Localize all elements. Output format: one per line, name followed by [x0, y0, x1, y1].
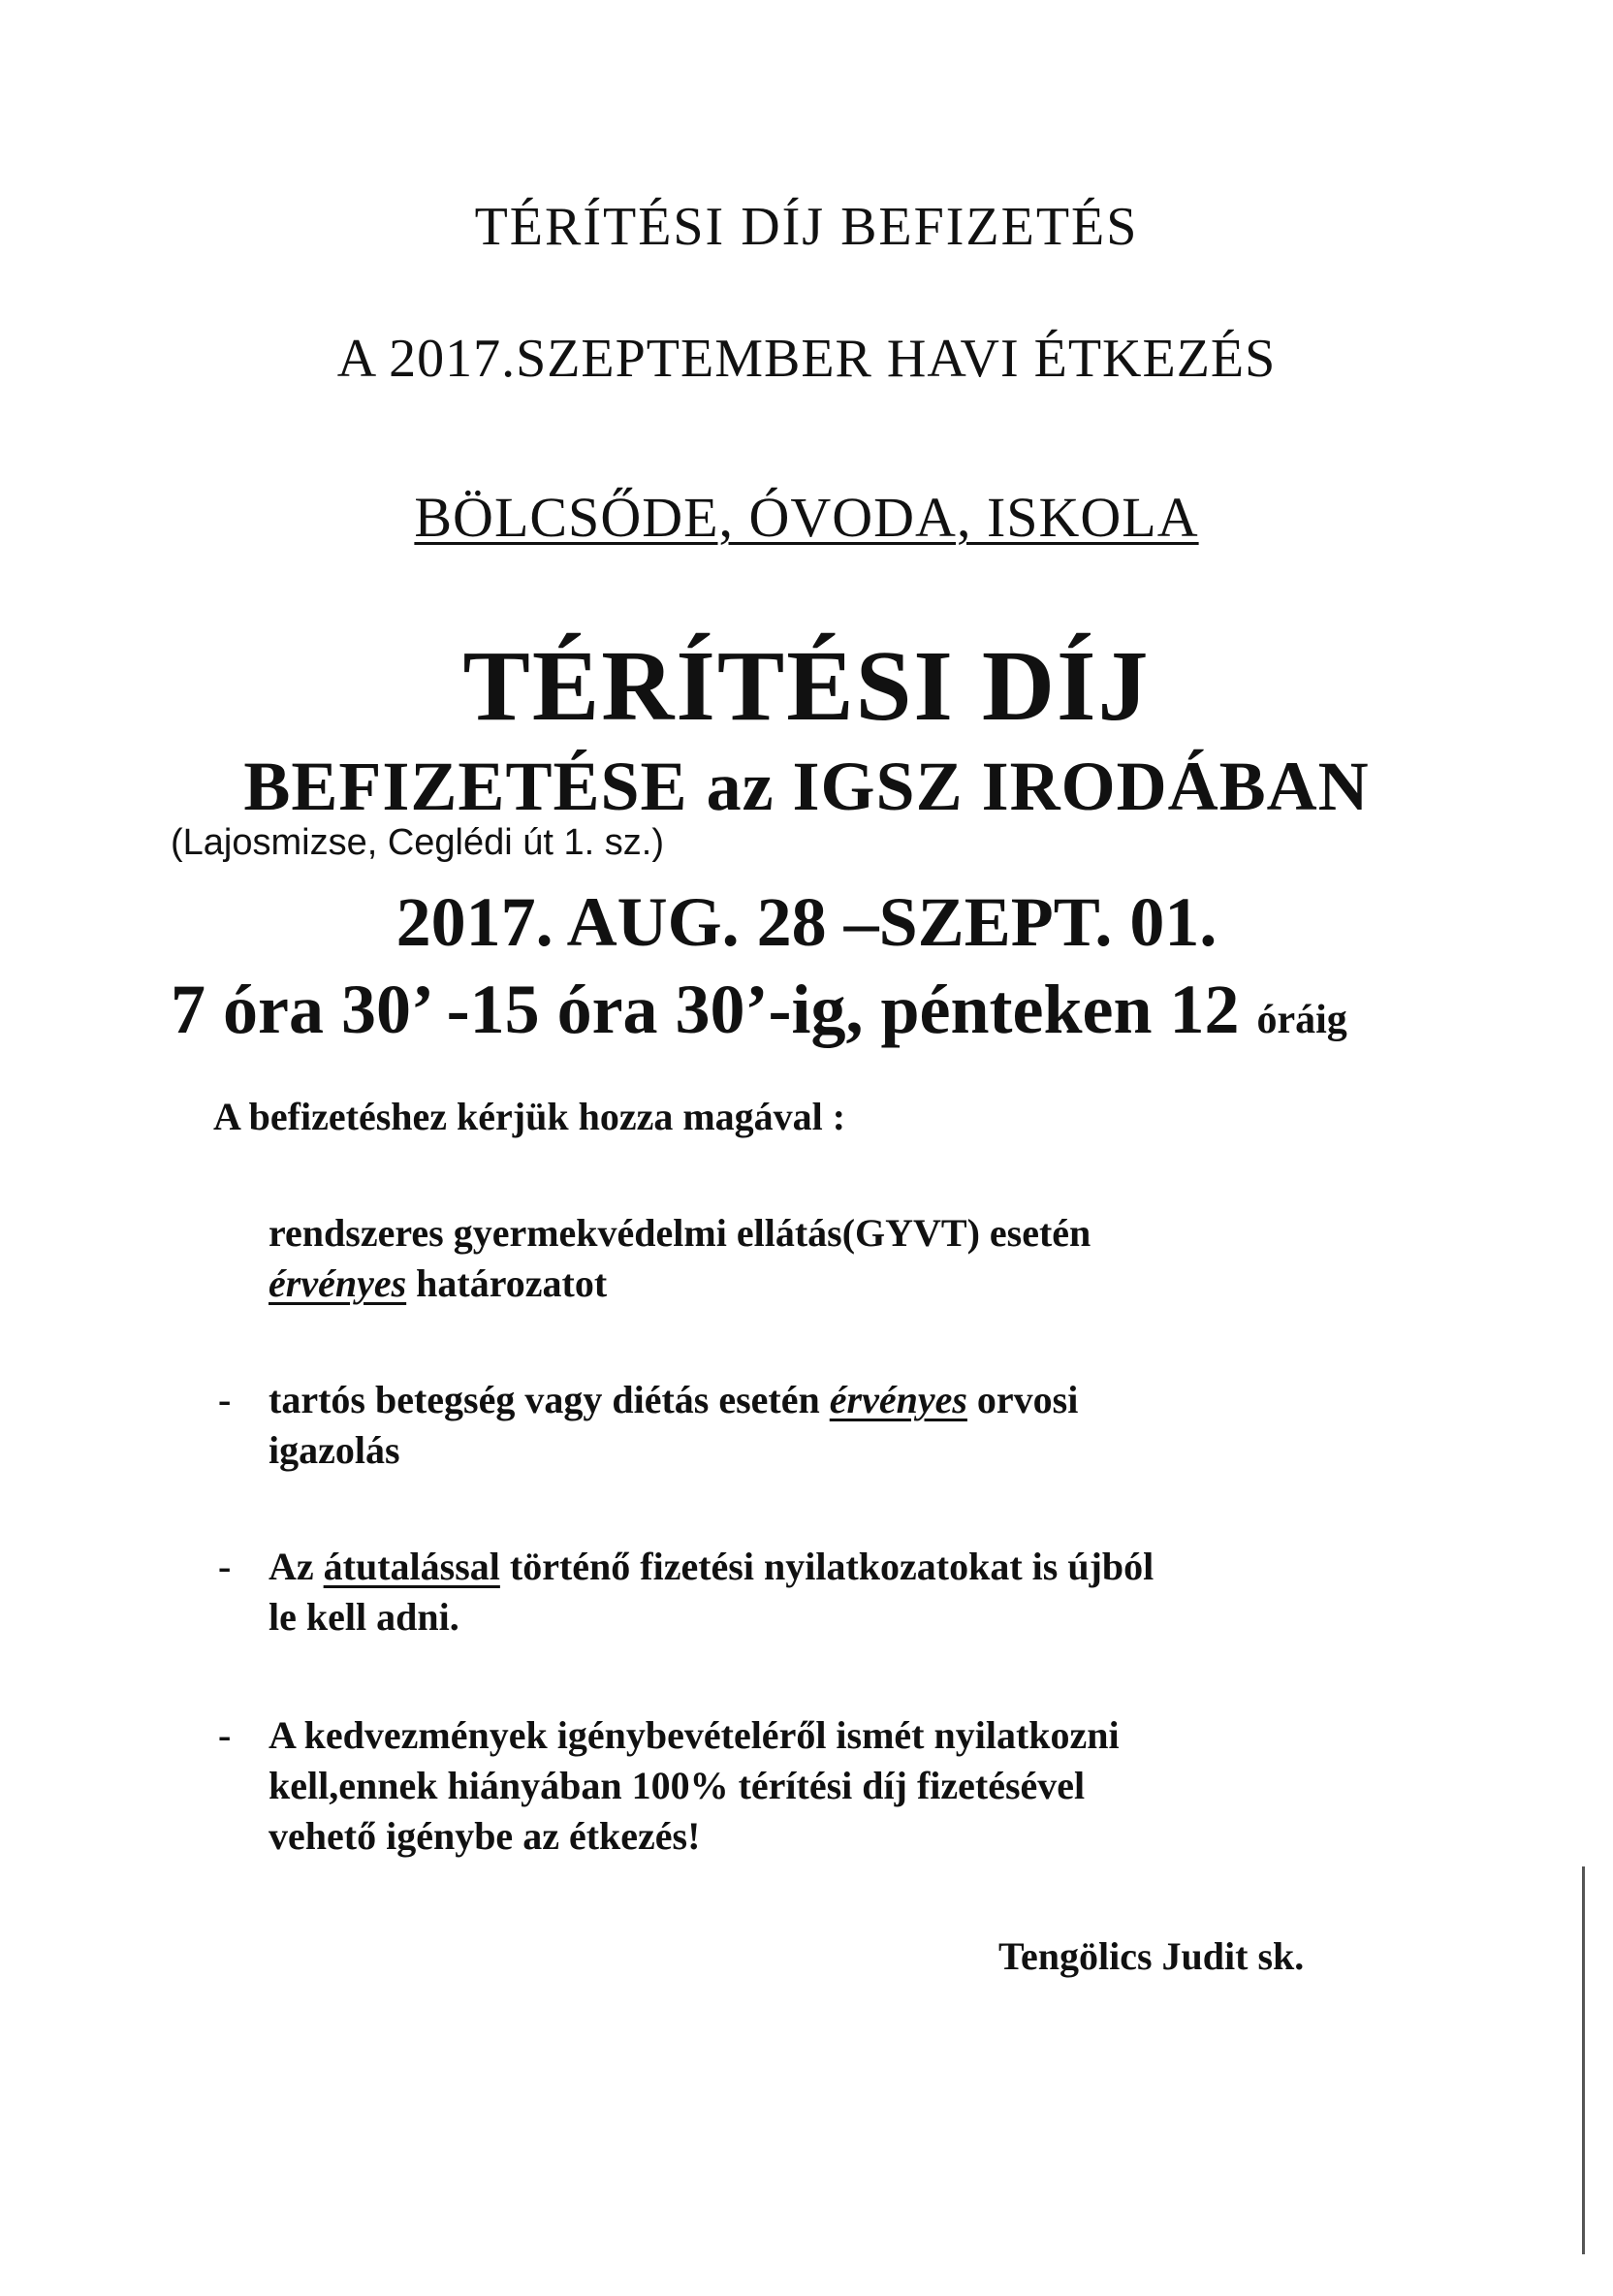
- requirement-item-2-post: orvosi: [966, 1378, 1079, 1421]
- requirement-item-2-pre: tartós betegség vagy diétás esetén: [269, 1378, 830, 1421]
- document-title: TÉRÍTÉSI DÍJ BEFIZETÉS: [474, 197, 1139, 257]
- emphasis-valid: érvényes: [269, 1261, 407, 1305]
- requirement-item-4-line-3: vehető igénybe az étkezés!: [269, 1814, 701, 1858]
- date-range: 2017. AUG. 28 –SZEPT. 01.: [395, 883, 1218, 961]
- institutions-heading: [0, 485, 1613, 550]
- requirement-item-3-line-1: [269, 1544, 1154, 1589]
- document-subtitle: A 2017.SZEPTEMBER HAVI ÉTKEZÉS: [336, 329, 1277, 389]
- requirement-item-3-pre: Az: [269, 1545, 324, 1588]
- institutions-text: BÖLCSŐDE, ÓVODA, ISKOLA: [414, 486, 1199, 549]
- requirement-item-3-line-2: le kell adni.: [269, 1595, 459, 1639]
- bullet-dash: -: [218, 1545, 232, 1588]
- subheadline: BEFIZETÉSE az IGSZ IRODÁBAN: [243, 748, 1370, 825]
- requirement-item-2-line-1: [269, 1377, 1078, 1422]
- address-line: (Lajosmizse, Ceglédi út 1. sz.): [171, 822, 664, 863]
- requirements-intro: A befizetéshez kérjük hozza magával :: [213, 1095, 846, 1138]
- scan-edge-line: [1582, 1866, 1585, 2254]
- opening-hours: [171, 970, 1347, 1050]
- opening-hours-suffix: óráig: [1256, 998, 1347, 1042]
- requirement-item-1-rest: határozatot: [406, 1261, 608, 1305]
- requirement-item-1-line-2: [269, 1260, 607, 1306]
- opening-hours-main: 7 óra 30’ -15 óra 30’-ig, pénteken 12: [171, 971, 1240, 1048]
- bullet-dash: -: [218, 1378, 232, 1421]
- emphasis-valid: érvényes: [829, 1378, 967, 1421]
- requirement-item-3-post: történő fizetési nyilatkozatokat is újból: [499, 1545, 1154, 1588]
- requirement-item-2-line-2: igazolás: [269, 1428, 400, 1472]
- requirement-item-4-line-1: A kedvezmények igénybevételéről ismét nyilatkozni: [269, 1713, 1120, 1757]
- emphasis-transfer: átutalással: [323, 1545, 500, 1588]
- signature: Tengölics Judit sk.: [998, 1934, 1305, 1978]
- bullet-dash: -: [218, 1713, 232, 1757]
- requirement-item-1-line-1: rendszeres gyermekvédelmi ellátás(GYVT) esetén: [269, 1211, 1091, 1255]
- headline: TÉRÍTÉSI DÍJ: [462, 630, 1151, 742]
- requirement-item-4-line-2: kell,ennek hiányában 100% térítési díj fizetésével: [269, 1764, 1086, 1807]
